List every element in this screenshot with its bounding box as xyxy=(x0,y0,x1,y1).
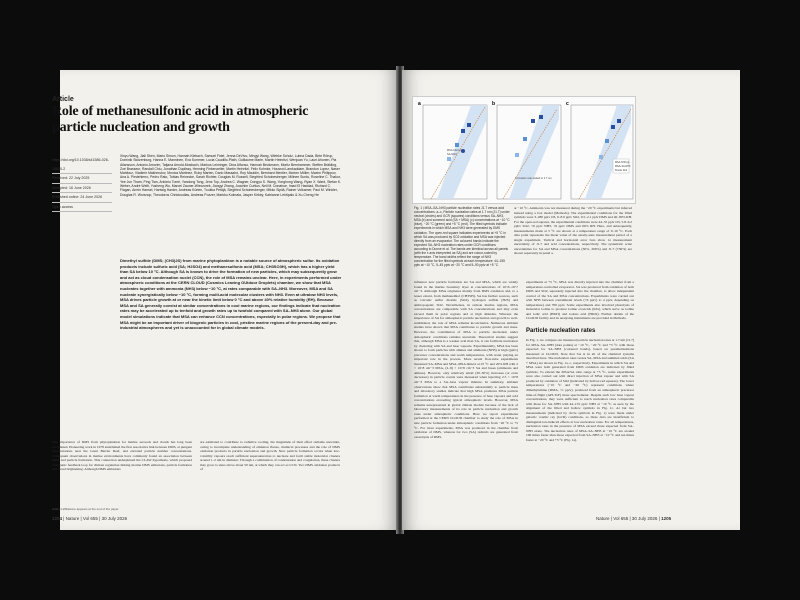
figure-caption: Fig. 1 | MSA–SA–NH3 particle nucleation rates J1.7 versus acid concentrations. a–c, Particle nucleation rates at 1.7 nm (J1.7) under neutral (circles) and GCR (squares) conditions versus SA–NH3, MSA (b) and summed acid (SA + MSA) (c) concentrations at −10 °C (blue), −20 °C (green) and +5 °C (red). The filled symbols indicate experiments in which MSA and NH3 were generated by DMS oxidation. The open-red square indicates experiments at +5 °C in which SA was produced by SO2 oxidation and MSA was injected directly from an evaporator. The coloured bands indicate the expected SA–NH3 nucleation rates under GCR conditions according to Dunne et al. The bands are identical across all panels (with the x axis interpreted as SA) and are colour-coded by temperature. The band widths reflect the range of NH3 concentration for the filled symbols at each temperature: 44–155 pptv at −10 °C, 5–45 pptv at −20 °C and 5–90 pptv at +5 °C. xyxy=(414,206,510,268)
right-footer: Nature | Vol 655 | 30 July 2026 | 1205 xyxy=(596,516,672,521)
figure-1 xyxy=(412,96,636,204)
panel-c-legend-1: MSA-NH3 (a) xyxy=(615,161,630,164)
right-footer-date: 30 July 2026 xyxy=(631,516,658,521)
left-footer-date: 30 July 2026 xyxy=(101,516,128,521)
left-page-number: 1204 xyxy=(52,516,63,521)
left-footer-journal: Nature xyxy=(65,516,80,521)
right-footer-volume: Vol 655 xyxy=(613,516,629,521)
section-heading: Particle nucleation rates xyxy=(526,328,596,334)
panel-label-c: c xyxy=(566,101,569,107)
article-title: Role of methanesulfonic acid in atmospheric particle nucleation and growth xyxy=(52,104,309,135)
panel-a-legend-2: SA-NH3 xyxy=(447,153,457,156)
section-body: In Fig. 1, we compare our measured particle nucleation rates at 1.7 nm (J1.7) for MSA–SA–NH3 (data points) at −10 °C, −20 °C and +5 °C with those expected for SA–NH3 (coloured bands), based on parametrizations measured at CLOUD. Note that SA is in all of the chemical systems described here. The nucleation rates versus SA, MSA and summed acids (SA + MSA) are shown in Fig. 1a–c, respectively. Experiments in which SA and MSA were both generated from DMS oxidation are indicated by filled symbols. To extend the MSA/SA ratio range at +5 °C, some experiments were also carried out with direct injection of MSA vapour and with SA produced by oxidation of SO2 (indicated by hollow-red squares). The lower temperatures (−10 °C and −20 °C) represent conditions where dimethylamine (DMA, <1 pptv), produced from an atmospheric precursor time-of-flight (API-ToF) mass spectrometer. Despite such low base vapour concentrations, they were sufficient to reach nucleation rates comparable with those for SA–NH3 with 44–155 pptv NH3 at −10 °C as seen by the alignment of the filled and hollow symbols in Fig. 1c. At but two measurements (indicated by circle symbols in Fig. 1) were made under galactic cosmic ray (GCR) conditions, so these data are insufficient to distinguish ion-induced effects at low nucleation rates. For all temperatures, nucleation rates in the presence of MSA exceed those expected from SA–NH3 alone. The nucleation rates of MSA–SA–NH3 at −10 °C are around 100 times faster than those expected from SA–NH3 at −10 °C and ten times faster at −20 °C and +5 °C (Fig. 1a). xyxy=(526,338,634,443)
author-list: Xinyu Wang, Jiali Shen, Mario Simon, Hannah Klebach, Samuel Fidel, Jenna DeVivo, Mingyi Wang, Wiebke Scholz, Lubna Dada, Birte Rörup, Dominik Stolzenburg, Hanna E. Manninen, Eva Sommer, Lucia Caudillo-Plath, Guillaume Marie, Martin Heinritzi, Wenjuan Yu, Lauri Ahonen, Pia Allansson, Antonio Amorim, Tatjana Arnold-Mosbach, Markus Leiminger, Dina Alfonso, Hannah Beckmann, Moritz Bernhammer, Steffen Bräkling, Zoé Brasseur, Randall Chiu, Jonathan Duplissy, Henning Finkenzeller, Martin Heinritzi, Felix Kuhnke, Houssni Lamkaddam, Brandon Lopez, Naser Mahfouz, Vladimir Makhmutov, Monica Martinez, Ruby Marten, Dario Massabò, Roy Mauldin, Bernhard Mentler, Morten Möller, Maxim Philippov, Ana A. Piedehierro, Pedro Rato, Tobias Reinecke, Sarah Richter, Douglas M. Russell, Siegfried Schobesberger, Milinee Surdu, Roseline C. Thakur, Yee Jun Tham, Ping Tian, António Tomé, Yandong Tong, Jens Top, Andrea C. Wagner, Dongyu S. Wang, Yonghong Wang, Ryan X. Ward, Stefan K. Weber, André Welti, Yusheng Wu, Marcel Zauner-Wieczorek, Jiangyi Zhang, Joachim Curtius, Neil M. Donahue, Imad El Haddad, Richard C. Flagan, Armin Hansel, Hartwig Harder, Andreas Kürten, Tuukka Petäjä, Siegfried Schobesberger, Mikko Sipilä, Rainer Volkamer, Paul M. Winkler, Douglas R. Worsnop, Theodoros Christoudias, Andreas Pozzer, Markku Kulmala, Jasper Kirkby, Katrianne Lehtipalo & Xu-Cheng He xyxy=(120,154,342,197)
figure-panel-c xyxy=(566,101,633,199)
right-body-column-1: influence new particle formation are SA and MSA, which are widely found in the marine boundary layer at concentrations of 10^6–10^7 cm−3. Although MSA originates mainly from DMS oxidation and, to a lesser extent, from methanethiol (CH3SH), SA has further sources, such as volcanic sulfur dioxide (SO2), hydrogen sulfide (H2S) and anthropogenic SO2. Nevertheless, in remote marine regions, MSA concentrations are comparable with SA concentrations and may even exceed them in polar regions and at high altitudes. Whereas the importance of SA for atmospheric particle nucleation and growth is well-established, the role of MSA remains inconclusive. Numerous ambient studies have shown that MSA contributes to particle growth and mass. However, the contribution of MSA to particle nucleation under atmospheric conditions remains uncertain. Theoretical studies suggest that, although MSA is a weaker acid than SA, it can facilitate nucleation by clustering with SA and base vapours. Experimentally, MSA has been shown to form particles with amines and ammonia (NH3) at high (ppbv) precursor concentrations and warm temperatures, with water playing an important role in the process. More recent flow-tube experiments measured SA–MSA and MSA–MSA dimers at 25 °C and 20% RH with 2 × 10^8 cm−3 MSA, (2–8) × 10^8 cm−3 SA and bases (ammonia and amines). However, only relatively small (30–30%) increases (or even decreases) in particle counts were measured when injecting 2.5 × 10^8 cm−3 MSA to a SA–base vapour mixture. In summary, ambient observations show that MSA contributes substantially to particle mass and laboratory studies indicate that high MSA promotes MSA particle formation at warm temperatures in the presence of base vapours and acid concentrations exceeding typical atmospheric levels. However, MSA remains unrepresented in global climate models because of the lack of laboratory measurements of its role in particle nucleation and growth rates under atmospheric conditions. Here we report experiments performed at the CERN CLOUD chamber to study the role of MSA in new particle formation under atmospheric conditions from −20 °C to +5 °C. For most experiments, MSA was produced in the chamber from oxidation of DMS, whereas for two (SA) radicals are generated from ozonolysis of DMS. xyxy=(414,280,518,439)
accepted-date: Accepted: 16 June 2026 xyxy=(52,184,112,194)
panel-label-a: a xyxy=(418,101,421,107)
figure-1-plots xyxy=(413,97,635,203)
figure-panel-a xyxy=(418,101,487,199)
doi-link[interactable]: https://doi.org/10.1038/s41586-026-10810-2 xyxy=(52,156,112,174)
panel-label-b: b xyxy=(492,101,496,107)
panel-c-legend-2: MSA+SA-NH3 xyxy=(615,165,631,168)
right-body-column-2: experiments at +5 °C, MSA was directly injected into the chamber from a temperature-controlled evaporator. SA was produced from oxidation of both DMS and SO2, separately injected into the chamber, to allow independent control of the SA and MSA concentrations. Experiments were carried out with NH3 between contaminant levels (<6 pptv) to 4 pptv, depending on temperature) and 700 pptv. Some experiments also involved photolysis of molecular iodine to produce iodine oxoacids (IOx), which serve as iodine and iodic acid (HIO3) and iodous acid (HIO2). Further details of the CLOUD facility and its analysing instruments are provided in Methods. xyxy=(526,280,634,321)
figure-caption-continued: at −10 °C. Ammonia was not measured during the −20 °C experiments but inferred instead using a box model (Methods). The experimental conditions for the filled symbols were 3–280 pptv O3, 0–8.9 pptv SO2, 0.5–2.1 pptv DMS and 40–80% RH. For the open-red squares, the experimental conditions were 44–55 pptv O3, 5.8–6.2 ppbv SO2, <6 pptv NH3, <6 pptv DMS and 60% RH. Here, and subsequently, measurements made at 5 °C are shown at a temperature range of 9–10 °C. Each data point represents the mean value of the steady-state measurement period of a single experiment. Vertical and horizontal error bars show 1σ measurement uncertainty of J1.7 and acid concentrations, respectively. The systematic scale uncertainties for SA and MSA concentrations (30%, 200%) and J1.7 (±30%) are shown separately in panel a. xyxy=(514,206,632,256)
abstract: Dimethyl sulfide (DMS; (CH3)2S) from marine phytoplankton is a notable source of atmospheric sulfur. Its oxidation products include sulfuric acid (SA; H2SO4) and methanesulfonic acid (MSA; CH3SO3H), which has a higher yield than SA below 10 °C. Although SA is known to drive the formation of new particles, which may subsequently grow and act as cloud condensation nuclei (CCN), the role of MSA remains unclear. Here, in experiments performed under atmospheric conditions at the CERN CLOUD (Cosmics Leaving OUtdoor Droplets) chamber, we show that MSA nucleates together with ammonia (NH3) below −10 °C, at rates comparable with SA–NH3. Moreover, MSA and SA nucleate synergistically below −10 °C, forming multi-acid molecular clusters with NH3. Even at ultralow NH3 levels, MSA drives particle growth at or near the kinetic limit below 0 °C and above 40% relative humidity (RH). Because MSA and SA generally coexist at similar concentrations in cool marine regions, our findings indicate that nucleation rates may be accelerated up to tenfold and growth rates up to twofold compared with SA–NH3 alone. Our global model simulations indicate that MSA can enhance CCN concentrations, especially in polar regions. We propose that MSA might be an important driver of biogenic particles in cool, pristine marine regions of the present-day and pre-industrial atmospheres and yet is unaccounted for in global climate models. xyxy=(120,258,342,331)
article-meta xyxy=(52,156,112,212)
open-access-badge: Open access xyxy=(52,203,112,213)
right-footer-journal: Nature xyxy=(596,516,610,521)
left-body-column-1: The importance of DMS from phytoplankton for marine aerosols and clouds has long been recognized. Pioneering work in 1978 established the first associative link between DMS, at pungent concentrations near the Great Barrier Reef, and elevated particle number concentrations. Subsequent observations in marine environments have commonly found an association between DMS and particle formation. This connection underpinned the CLAW hypothesis, which proposed a biogenic feedback loop for climate regulation linking marine DMS emissions, particle formation and cloud brightening. Although DMS emissions xyxy=(52,440,192,472)
panel-c-legend-3: Kinetic limit xyxy=(615,169,628,172)
left-body-column-2: are estimated to contribute to radiative cooling, the magnitude of their effect remains uncertain, owing to incomplete understanding of emission fluxes, chemical processes and the role of DMS oxidation products in particle nucleation and growth. New particle formation occurs when low-volatility vapours reach sufficient supersaturation to nucleate and form stable molecular clusters around 1–2 nm in diameter. Through a combination of condensation and coagulation, these clusters may grow to sizes above about 50 nm, at which they can act as CCN. Two DMS oxidation products of xyxy=(200,440,340,472)
left-footer-volume: Vol 655 xyxy=(82,516,98,521)
published-date: Published online: 24 June 2026 xyxy=(52,193,112,203)
panel-a-legend-1: MSA-NH3 (a) xyxy=(447,149,463,152)
right-page-number: 1205 xyxy=(661,516,672,521)
received-date: Received: 22 July 2025 xyxy=(52,174,112,184)
figure-panel-b xyxy=(492,101,561,199)
panel-b-note: Formation rate scaled to 1.7 nm xyxy=(515,177,552,180)
article-kicker: Article xyxy=(52,96,74,103)
affiliations-footnote: A list of affiliations appears at the end of the paper. xyxy=(52,507,120,511)
left-footer: 1204 | Nature | Vol 655 | 30 July 2026 xyxy=(52,516,128,521)
